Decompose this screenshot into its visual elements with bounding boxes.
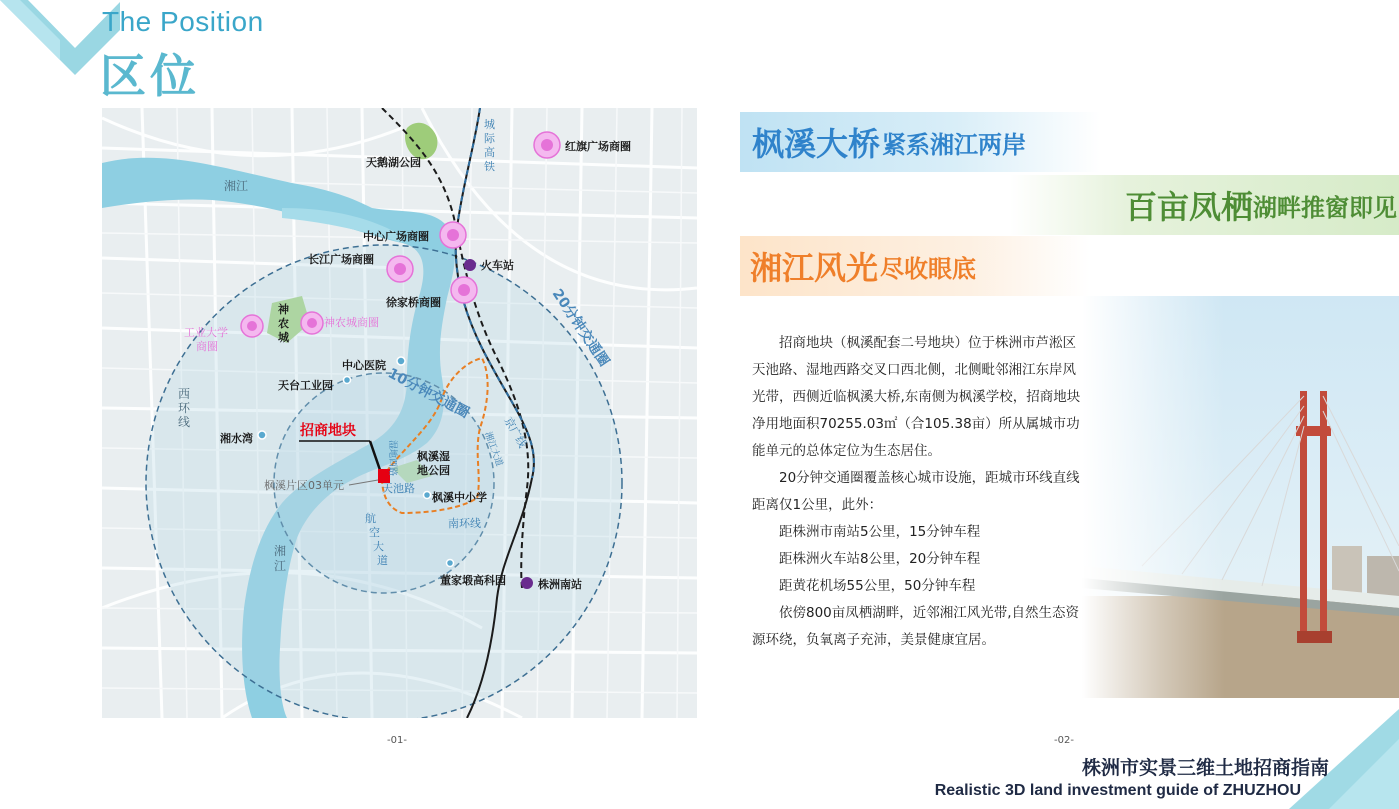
label-xiangshuiwan: 湘水湾 [220, 432, 253, 445]
label-fengxi-school: 枫溪中小学 [432, 491, 487, 504]
description-paragraph-3: 距株洲市南站5公里，15分钟车程 [779, 524, 981, 540]
footer-title-english: Realistic 3D land investment guide of ZHUZHOU [934, 782, 1301, 799]
description-paragraph-6: 依傍800亩凤栖湖畔，近邻湘江风光带,自然生态资源环绕，负氧离子充沛，美景健康宜居。 [752, 605, 1080, 648]
label-tianchilu: 天池路 [382, 482, 415, 495]
label-xiangjiang-bottom-1: 湘 [274, 544, 287, 558]
label-shennong-2: 农 [278, 317, 289, 330]
description-paragraph-5: 距黄花机场55公里，50分钟车程 [779, 578, 976, 594]
label-hangkong-1: 航 [365, 512, 376, 525]
headline-band-river [740, 236, 1090, 296]
label-dongjia: 董家塅高科园 [440, 574, 506, 587]
label-xihuan-2: 环 [178, 401, 191, 415]
label-fengxi-unit: 枫溪片区03单元 [264, 479, 344, 492]
label-circle20: 20分钟交通圈 [548, 286, 612, 370]
label-huochezhan: 火车站 [481, 259, 514, 272]
label-hangkong-4: 道 [377, 554, 388, 567]
headline-river-big: 湘江风光 [750, 249, 879, 287]
description-paragraph-2: 20分钟交通圈覆盖核心城市设施，距城市环线直线距离仅1公里，此外： [752, 470, 1080, 513]
label-zhaoshang: 招商地块 [300, 423, 356, 439]
title-chinese: 区位 [100, 49, 200, 103]
label-shennong-3: 城 [278, 331, 289, 344]
label-shennong-1: 神 [278, 303, 289, 316]
label-gongda-1: 工业大学 [184, 326, 228, 339]
label-hangkong-3: 大 [373, 540, 384, 553]
label-changjiang: 长江广场商圈 [308, 253, 374, 266]
label-xujiaqiao: 徐家桥商圈 [386, 296, 441, 309]
footer-title-chinese: 株洲市实景三维土地招商指南 [1081, 757, 1329, 779]
label-nanhuan: 南环线 [448, 517, 481, 530]
description-text [752, 330, 1082, 654]
label-zhuzhou-south: 株洲南站 [538, 578, 582, 591]
label-circle10: 10分钟交通圈 [385, 365, 472, 422]
label-tiantai: 天台工业园 [278, 379, 333, 392]
label-chengji-4: 铁 [484, 160, 495, 173]
label-chengji-3: 高 [484, 146, 495, 159]
label-xihuan-3: 线 [178, 415, 191, 429]
label-chengji-2: 际 [484, 132, 495, 145]
headline-bridge-big: 枫溪大桥 [752, 125, 881, 163]
headline-band-bridge [740, 112, 1100, 172]
headline-band-lake [1010, 175, 1399, 235]
label-zhongxin: 中心广场商圈 [363, 230, 429, 243]
label-shidi-road: 湿地西路 [387, 440, 397, 477]
label-zhongxin-yy: 中心医院 [342, 359, 386, 372]
headline-bridge-small: 紧系湘江两岸 [882, 130, 1027, 159]
title-english: The Position [102, 6, 264, 37]
label-xiangjiang-ave: 湘江大道 [482, 430, 504, 468]
label-fengxi-park-2: 地公园 [417, 464, 450, 477]
location-map [102, 108, 697, 718]
label-hongqi: 红旗广场商圈 [565, 140, 631, 153]
label-hangkong-2: 空 [369, 526, 380, 539]
label-xiangjiang-bottom-2: 江 [274, 559, 287, 573]
description-paragraph-4: 距株洲火车站8公里，20分钟车程 [779, 551, 981, 567]
page-number-right: -02- [1054, 735, 1074, 746]
label-jingguang: 京广线 [501, 415, 530, 451]
label-tianehu: 天鹅湖公园 [366, 156, 421, 169]
label-xiangjiang-top: 湘江 [224, 179, 249, 193]
headline-lake-big: 百亩凤栖 [1124, 188, 1253, 226]
label-gongda-2: 商圈 [196, 340, 218, 353]
page-number-left: -01- [387, 735, 407, 746]
headline-river-small: 尽收眼底 [880, 254, 977, 283]
bridge-photo [1082, 296, 1399, 698]
label-xihuan-1: 西 [178, 387, 191, 401]
headline-lake-small: 湖畔推窗即见 [1253, 193, 1397, 222]
label-chengji-1: 城 [484, 118, 495, 131]
description-paragraph-1: 招商地块（枫溪配套二号地块）位于株洲市芦淞区天池路、湿地西路交叉口西北侧，北侧毗邻湘江东岸风光带，西侧近临枫溪大桥,东南侧为枫溪学校，招商地块净用地面积70255.03㎡（合105.38亩）所从属城市功能单元的总体定位为生态居住。 [752, 335, 1081, 459]
label-shennongcheng: 神农城商圈 [324, 316, 379, 329]
label-fengxi-park-1: 枫溪湿 [417, 450, 450, 463]
